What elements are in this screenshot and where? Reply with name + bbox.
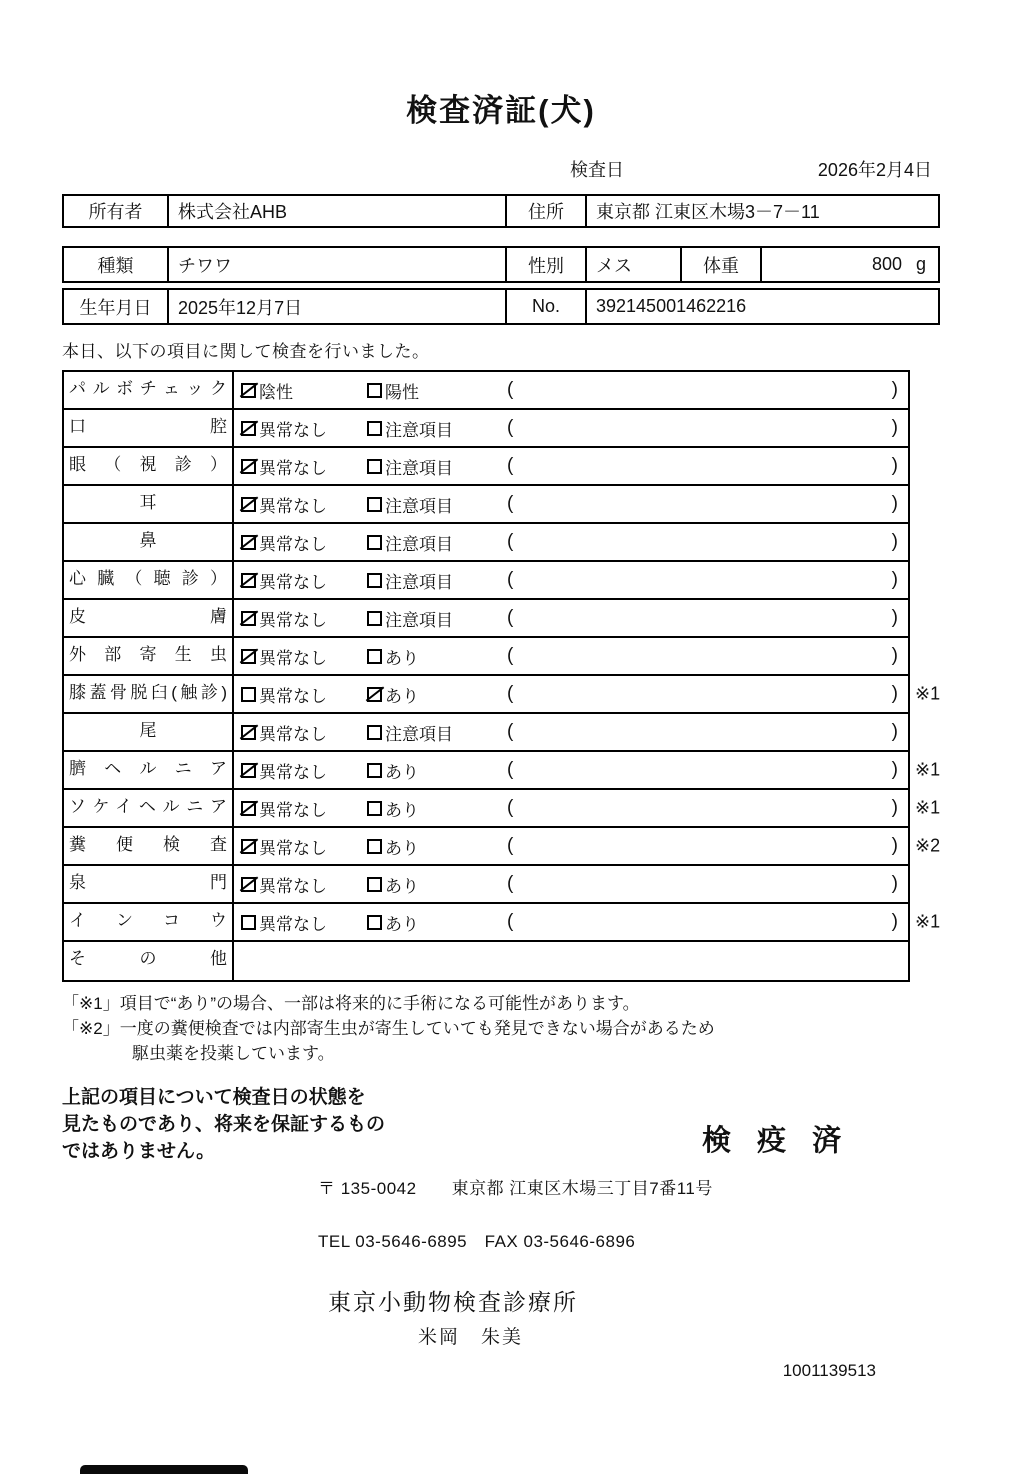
inspection-date-row xyxy=(62,156,940,182)
paren-close: ) xyxy=(891,911,898,932)
result-option-1 xyxy=(234,530,367,555)
remarks-field xyxy=(507,797,908,819)
result-option-2 xyxy=(367,454,507,479)
paren-close: ) xyxy=(891,797,898,818)
inspection-row xyxy=(64,372,908,410)
remarks-field xyxy=(507,721,908,743)
row-footnote-mark: ※1 xyxy=(915,797,941,818)
row-footnote-mark: ※2 xyxy=(915,835,941,856)
inspection-result-cell xyxy=(234,448,908,484)
sex-label: 性別 xyxy=(505,248,585,281)
result-option-1 xyxy=(234,720,367,745)
result-option-2-label: 注意項目 xyxy=(385,610,453,630)
weight-unit: g xyxy=(915,254,926,274)
result-option-1-label: 異常なし xyxy=(259,800,327,820)
paren-close: ) xyxy=(891,721,898,742)
remarks-field xyxy=(507,493,908,515)
result-option-1 xyxy=(234,758,367,783)
result-option-1 xyxy=(234,796,367,821)
inspection-row xyxy=(64,638,908,676)
remarks-field xyxy=(507,759,908,781)
result-option-2 xyxy=(367,834,507,859)
paren-open: ( xyxy=(507,721,514,742)
address-value: 東京都 江東区木場3－7－11 xyxy=(585,196,938,226)
checkbox-icon xyxy=(241,497,256,512)
inspection-row xyxy=(64,448,908,486)
inspection-result-cell xyxy=(234,676,908,712)
inspection-row xyxy=(64,410,908,448)
result-option-2-label: あり xyxy=(385,686,419,706)
result-option-2 xyxy=(367,492,507,517)
checkbox-icon xyxy=(367,611,382,626)
inspection-date-label: 検査日 xyxy=(570,160,624,180)
result-option-2-label: 陽性 xyxy=(385,382,419,402)
inspection-item-label: 糞便検査 xyxy=(64,828,234,864)
checkbox-icon xyxy=(241,459,256,474)
paren-open: ( xyxy=(507,759,514,780)
sex-value: メス xyxy=(585,248,680,281)
breed-label: 種類 xyxy=(97,255,134,276)
inspection-item-label: 眼（視診） xyxy=(64,448,234,484)
paren-close: ) xyxy=(891,455,898,476)
disclaimer-line3: ではありません。 xyxy=(62,1141,216,1162)
serial-number: 1001139513 xyxy=(782,1361,876,1380)
checkbox-icon xyxy=(241,383,256,398)
checkbox-icon xyxy=(367,687,382,702)
clinic-name: 東京小動物検査診療所 xyxy=(328,1289,578,1315)
disclaimer-line1: 上記の項目について検査日の状態を xyxy=(62,1087,366,1108)
breed-value: チワワ xyxy=(167,248,505,281)
scan-artifact xyxy=(80,1465,248,1474)
paren-open: ( xyxy=(507,607,514,628)
result-option-1-label: 異常なし xyxy=(259,724,327,744)
inspection-result-cell xyxy=(234,904,908,940)
result-option-1-label: 異常なし xyxy=(259,458,327,478)
checkbox-icon xyxy=(367,535,382,550)
result-option-1-label: 異常なし xyxy=(259,686,327,706)
checkbox-icon xyxy=(241,915,256,930)
checkbox-icon xyxy=(241,687,256,702)
paren-close: ) xyxy=(891,531,898,552)
remarks-field xyxy=(507,835,908,857)
checkbox-icon xyxy=(367,459,382,474)
footnote-1: 「※1」項目で“あり”の場合、一部は将来的に手術になる可能性があります。 xyxy=(62,994,640,1013)
checkbox-icon xyxy=(241,421,256,436)
no-value: 392145001462216 xyxy=(585,290,938,323)
result-option-2 xyxy=(367,378,507,403)
result-option-2-label: 注意項目 xyxy=(385,534,453,554)
paren-open: ( xyxy=(507,417,514,438)
result-option-1 xyxy=(234,606,367,631)
result-option-2-label: あり xyxy=(385,648,419,668)
result-option-2 xyxy=(367,606,507,631)
owner-table xyxy=(62,194,940,228)
row-footnote-mark: ※1 xyxy=(915,911,941,932)
inspection-result-cell xyxy=(234,600,908,636)
result-option-2-label: あり xyxy=(385,914,419,934)
result-option-1-label: 異常なし xyxy=(259,838,327,858)
inspection-item-label: 耳 xyxy=(64,486,234,522)
remarks-field xyxy=(507,379,908,401)
result-option-1-label: 異常なし xyxy=(259,572,327,592)
inspection-result-cell xyxy=(234,524,908,560)
result-option-1-label: 異常なし xyxy=(259,914,327,934)
page-title: 検査済証(犬) xyxy=(406,93,596,128)
inspection-row xyxy=(64,676,941,714)
paren-close: ) xyxy=(891,493,898,514)
checkbox-icon xyxy=(241,725,256,740)
result-option-2-label: 注意項目 xyxy=(385,420,453,440)
inspection-result-cell xyxy=(234,752,908,788)
remarks-field xyxy=(507,645,908,667)
paren-close: ) xyxy=(891,379,898,400)
paren-close: ) xyxy=(891,759,898,780)
inspection-row xyxy=(64,562,908,600)
checkbox-icon xyxy=(241,535,256,550)
result-option-2 xyxy=(367,530,507,555)
inspection-table xyxy=(62,370,941,982)
inspection-row xyxy=(64,714,908,752)
inspection-item-label: ソケイヘルニア xyxy=(64,790,234,826)
inspection-row xyxy=(64,790,941,828)
result-option-2-label: あり xyxy=(385,800,419,820)
inspection-result-cell xyxy=(234,942,908,980)
checkbox-icon xyxy=(241,877,256,892)
checkbox-icon xyxy=(241,839,256,854)
result-option-1 xyxy=(234,682,367,707)
postal-address-line: 〒 135-0042 東京都 江東区木場三丁目7番11号 xyxy=(318,1179,713,1198)
result-option-2 xyxy=(367,796,507,821)
result-option-1-label: 陰性 xyxy=(259,382,293,402)
checkbox-icon xyxy=(241,763,256,778)
inspection-result-cell xyxy=(234,372,908,408)
paren-open: ( xyxy=(507,531,514,552)
disclaimer-line2: 見たものであり、将来を保証するもの xyxy=(62,1114,386,1135)
paren-open: ( xyxy=(507,873,514,894)
pet-info-table xyxy=(62,246,940,283)
inspection-result-cell xyxy=(234,486,908,522)
paren-open: ( xyxy=(507,835,514,856)
owner-value: 株式会社AHB xyxy=(167,196,505,226)
paren-open: ( xyxy=(507,493,514,514)
paren-open: ( xyxy=(507,379,514,400)
result-option-2-label: 注意項目 xyxy=(385,724,453,744)
result-option-1-label: 異常なし xyxy=(259,762,327,782)
inspection-result-cell xyxy=(234,790,908,826)
paren-close: ) xyxy=(891,835,898,856)
result-option-2-label: あり xyxy=(385,876,419,896)
remarks-field xyxy=(507,607,908,629)
result-option-2 xyxy=(367,644,507,669)
checkbox-icon xyxy=(367,383,382,398)
inspection-item-label: 外部寄生虫 xyxy=(64,638,234,674)
inspection-item-label: 膝蓋骨脱臼(触診) xyxy=(64,676,234,712)
checkbox-icon xyxy=(367,839,382,854)
inspection-row xyxy=(64,904,941,942)
result-option-1 xyxy=(234,454,367,479)
result-option-2 xyxy=(367,720,507,745)
inspection-item-label: 泉門 xyxy=(64,866,234,902)
result-option-1 xyxy=(234,834,367,859)
certificate-page xyxy=(62,0,940,1381)
result-option-1 xyxy=(234,644,367,669)
paren-open: ( xyxy=(507,645,514,666)
inspection-row xyxy=(64,486,908,524)
inspection-row xyxy=(64,866,908,904)
checkbox-icon xyxy=(367,877,382,892)
row-footnote-mark: ※1 xyxy=(915,759,941,780)
no-label: No. xyxy=(505,290,585,323)
checkbox-icon xyxy=(241,801,256,816)
inspection-item-label: 口腔 xyxy=(64,410,234,446)
result-option-1-label: 異常なし xyxy=(259,876,327,896)
result-option-1 xyxy=(234,910,367,935)
remarks-field xyxy=(507,873,908,895)
checkbox-icon xyxy=(367,915,382,930)
inspection-result-cell xyxy=(234,866,908,902)
inspector-name: 米岡 朱美 xyxy=(418,1327,524,1348)
inspection-item-label: 臍ヘルニア xyxy=(64,752,234,788)
inspection-result-cell xyxy=(234,410,908,446)
inspection-date-value: 2026年2月4日 xyxy=(817,160,932,180)
weight-value: 800 xyxy=(871,254,902,274)
checkbox-icon xyxy=(241,611,256,626)
result-option-2-label: 注意項目 xyxy=(385,572,453,592)
checkbox-icon xyxy=(367,497,382,512)
checkbox-icon xyxy=(367,573,382,588)
result-option-2 xyxy=(367,758,507,783)
checkbox-icon xyxy=(367,801,382,816)
result-option-2 xyxy=(367,416,507,441)
result-option-1 xyxy=(234,416,367,441)
checkbox-icon xyxy=(241,649,256,664)
inspection-row xyxy=(64,752,941,790)
inspection-item-label: 皮膚 xyxy=(64,600,234,636)
result-option-2-label: あり xyxy=(385,838,419,858)
remarks-field xyxy=(507,455,908,477)
intro-text: 本日、以下の項目に関して検査を行いました。 xyxy=(62,342,430,361)
result-option-1 xyxy=(234,378,367,403)
footnotes xyxy=(62,991,940,1066)
weight-value-cell xyxy=(760,248,938,281)
inspection-result-cell xyxy=(234,638,908,674)
checkbox-icon xyxy=(367,421,382,436)
checkbox-icon xyxy=(367,763,382,778)
paren-open: ( xyxy=(507,455,514,476)
inspection-row xyxy=(64,942,908,980)
disclaimer-row xyxy=(62,1084,940,1172)
remarks-field xyxy=(507,531,908,553)
paren-open: ( xyxy=(507,797,514,818)
inspection-item-label: パルボチェック xyxy=(64,372,234,408)
remarks-field xyxy=(507,911,908,933)
result-option-1-label: 異常なし xyxy=(259,534,327,554)
inspection-row xyxy=(64,828,941,866)
inspection-item-label: 鼻 xyxy=(64,524,234,560)
result-option-2-label: 注意項目 xyxy=(385,496,453,516)
birthdate-label: 生年月日 xyxy=(79,297,152,318)
row-footnote-mark: ※1 xyxy=(915,683,941,704)
remarks-field xyxy=(507,683,908,705)
checkbox-icon xyxy=(367,725,382,740)
checkbox-icon xyxy=(367,649,382,664)
paren-close: ) xyxy=(891,873,898,894)
result-option-1-label: 異常なし xyxy=(259,420,327,440)
remarks-field xyxy=(507,569,908,591)
inspection-result-cell xyxy=(234,828,908,864)
inspection-row xyxy=(64,524,908,562)
birth-no-table xyxy=(62,288,940,325)
birthdate-value: 2025年12月7日 xyxy=(167,290,505,323)
result-option-2-label: あり xyxy=(385,762,419,782)
remarks-field xyxy=(507,417,908,439)
paren-open: ( xyxy=(507,569,514,590)
paren-close: ) xyxy=(891,645,898,666)
paren-close: ) xyxy=(891,607,898,628)
paren-open: ( xyxy=(507,683,514,704)
inspection-row xyxy=(64,600,908,638)
inspection-item-label: 尾 xyxy=(64,714,234,750)
inspection-result-cell xyxy=(234,714,908,750)
result-option-2-label: 注意項目 xyxy=(385,458,453,478)
paren-open: ( xyxy=(507,911,514,932)
address-label: 住所 xyxy=(505,196,585,226)
result-option-1-label: 異常なし xyxy=(259,648,327,668)
result-option-2 xyxy=(367,682,507,707)
result-option-1 xyxy=(234,872,367,897)
paren-close: ) xyxy=(891,569,898,590)
owner-label: 所有者 xyxy=(88,202,143,222)
inspection-item-label: その他 xyxy=(64,942,234,980)
paren-close: ) xyxy=(891,683,898,704)
result-option-1 xyxy=(234,568,367,593)
paren-close: ) xyxy=(891,417,898,438)
footnote-2-line1: 「※2」一度の糞便検査では内部寄生虫が寄生していても発見できない場合があるため xyxy=(62,1019,715,1038)
weight-label: 体重 xyxy=(680,248,760,281)
result-option-2 xyxy=(367,872,507,897)
checkbox-icon xyxy=(241,573,256,588)
result-option-2 xyxy=(367,568,507,593)
quarantine-passed-stamp: 検 疫 済 xyxy=(702,1125,851,1157)
result-option-2 xyxy=(367,910,507,935)
inspection-result-cell xyxy=(234,562,908,598)
tel-fax-line: TEL 03-5646-6895 FAX 03-5646-6896 xyxy=(318,1232,636,1251)
footnote-2-line2: 駆虫薬を投薬しています。 xyxy=(132,1044,335,1063)
result-option-1 xyxy=(234,492,367,517)
inspection-item-label: インコウ xyxy=(64,904,234,940)
result-option-1-label: 異常なし xyxy=(259,496,327,516)
inspection-item-label: 心臓（聴診） xyxy=(64,562,234,598)
result-option-1-label: 異常なし xyxy=(259,610,327,630)
